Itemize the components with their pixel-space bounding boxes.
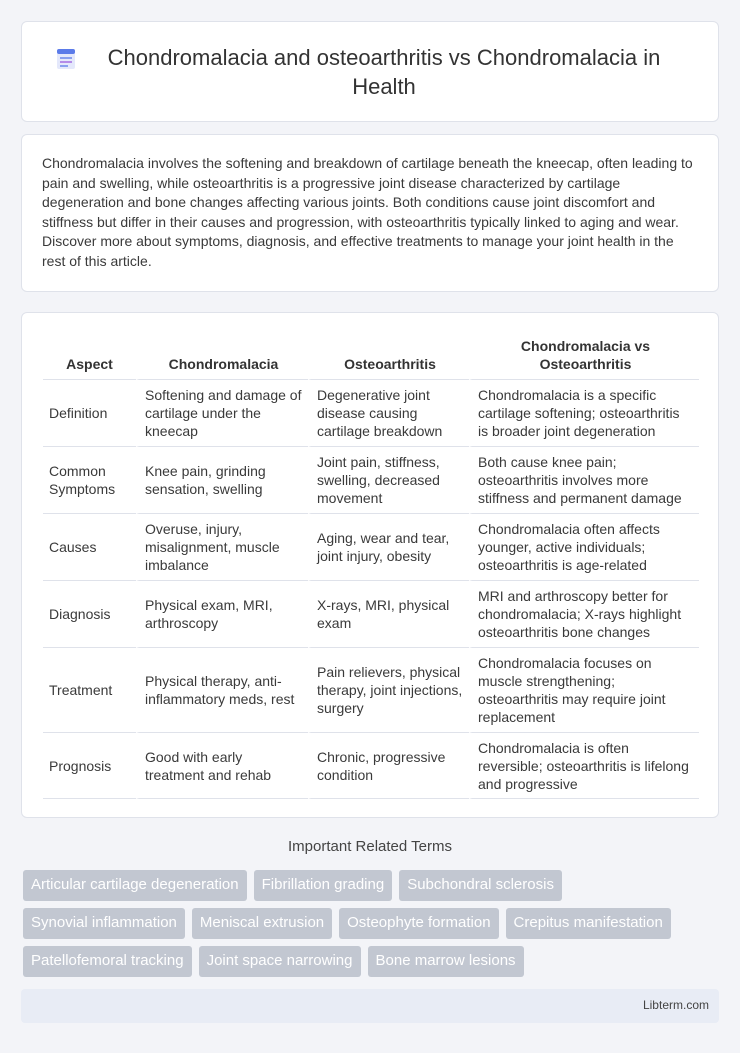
related-term-tag[interactable]: Synovial inflammation <box>23 908 185 939</box>
header-osteoarthritis: Osteoarthritis <box>308 333 469 379</box>
comparison-table <box>43 333 699 799</box>
table-cell: Chondromalacia is often reversible; osteoarthritis is lifelong and progressive <box>469 732 699 799</box>
table-header-row <box>43 333 699 379</box>
table-row-treatment <box>43 647 699 732</box>
table-cell: Prognosis <box>43 732 136 799</box>
related-term-tag[interactable]: Fibrillation grading <box>254 870 393 901</box>
related-terms-title: Important Related Terms <box>288 838 452 855</box>
page-title: Chondromalacia and osteoarthritis vs Chondromalacia in Health <box>107 44 661 99</box>
table-cell: X-rays, MRI, physical exam <box>308 580 469 647</box>
table-row-symptoms <box>43 446 699 513</box>
table-row-diagnosis <box>43 580 699 647</box>
related-term-tag[interactable]: Subchondral sclerosis <box>399 870 562 901</box>
table-cell: Good with early treatment and rehab <box>136 732 308 799</box>
table-row-definition <box>43 379 699 446</box>
related-terms-list <box>23 870 723 984</box>
comparison-table-card <box>21 312 719 818</box>
related-term-tag[interactable]: Articular cartilage degeneration <box>23 870 247 901</box>
table-cell: Chronic, progressive condition <box>308 732 469 799</box>
table-cell: Degenerative joint disease causing cartilage breakdown <box>308 379 469 446</box>
table-cell: Common Symptoms <box>43 446 136 513</box>
header-comparison: Chondromalacia vs Osteoarthritis <box>469 333 699 379</box>
table-cell: Physical therapy, anti-inflammatory meds, rest <box>136 647 308 732</box>
intro-card <box>21 134 719 292</box>
header-aspect: Aspect <box>66 356 113 372</box>
footer <box>21 989 719 1023</box>
table-row-causes <box>43 513 699 580</box>
table-cell: Chondromalacia focuses on muscle strengthening; osteoarthritis may require joint replacement <box>469 647 699 732</box>
table-cell: Causes <box>43 513 136 580</box>
table-cell: Both cause knee pain; osteoarthritis involves more stiffness and permanent damage <box>469 446 699 513</box>
table-cell: Knee pain, grinding sensation, swelling <box>136 446 308 513</box>
table-cell: Pain relievers, physical therapy, joint injections, surgery <box>308 647 469 732</box>
table-cell: Chondromalacia often affects younger, active individuals; osteoarthritis is age-related <box>469 513 699 580</box>
related-term-tag[interactable]: Bone marrow lesions <box>368 946 524 977</box>
table-cell: Treatment <box>43 647 136 732</box>
header-chondromalacia: Chondromalacia <box>136 333 308 379</box>
table-cell: MRI and arthroscopy better for chondromalacia; X-rays highlight osteoarthritis bone changes <box>469 580 699 647</box>
table-cell: Softening and damage of cartilage under the kneecap <box>136 379 308 446</box>
related-term-tag[interactable]: Crepitus manifestation <box>506 908 671 939</box>
header-card <box>21 21 719 122</box>
related-term-tag[interactable]: Joint space narrowing <box>199 946 361 977</box>
intro-paragraph: Chondromalacia involves the softening and breakdown of cartilage beneath the kneecap, often leading to pain and swelling, while osteoarthritis is a progressive joint disease characterized by cartilage degeneration and bone changes affecting various joints. Both conditions cause joint discomfort and stiffness but differ in their causes and progression, with osteoarthritis typically linked to aging and wear. Discover more about symptoms, diagnosis, and effective treatments to manage your joint health in the rest of this article. <box>42 155 693 269</box>
table-cell: Overuse, injury, misalignment, muscle imbalance <box>136 513 308 580</box>
related-term-tag[interactable]: Osteophyte formation <box>339 908 498 939</box>
related-term-tag[interactable]: Patellofemoral tracking <box>23 946 192 977</box>
related-term-tag[interactable]: Meniscal extrusion <box>192 908 332 939</box>
header-inner <box>50 43 690 101</box>
table-cell: Chondromalacia is a specific cartilage softening; osteoarthritis is broader joint degeneration <box>469 379 699 446</box>
table-cell: Joint pain, stiffness, swelling, decreased movement <box>308 446 469 513</box>
table-cell: Definition <box>43 379 136 446</box>
table-cell: Aging, wear and tear, joint injury, obesity <box>308 513 469 580</box>
document-icon <box>54 47 78 71</box>
table-cell: Diagnosis <box>43 580 136 647</box>
table-cell: Physical exam, MRI, arthroscopy <box>136 580 308 647</box>
footer-site-link[interactable]: Libterm.com <box>642 998 709 1012</box>
table-row-prognosis <box>43 732 699 799</box>
